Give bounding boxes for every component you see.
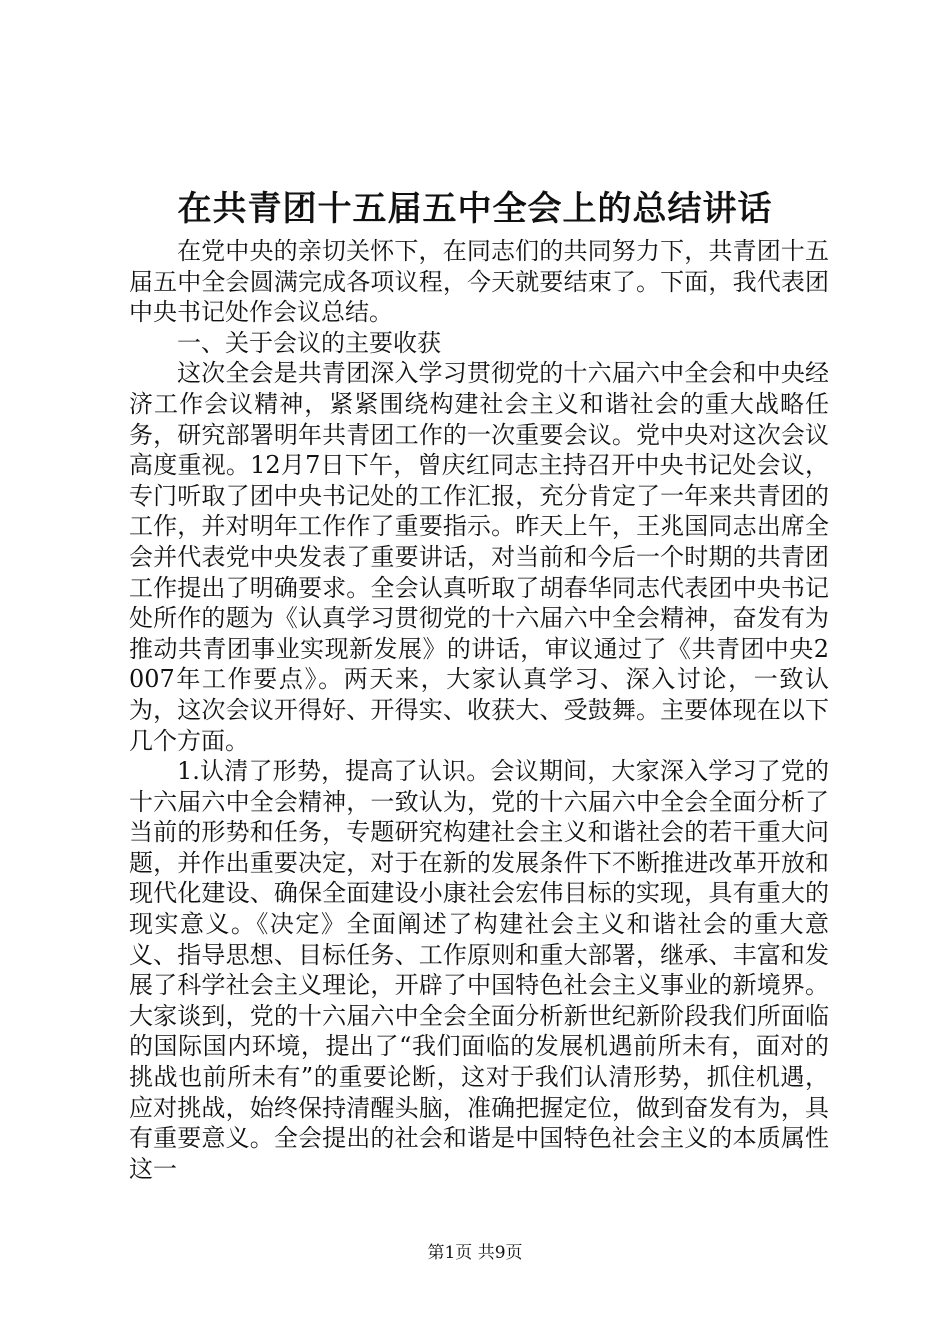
body-paragraph: 1.认清了形势，提高了认识。会议期间，大家深入学习了党的十六届六中全会精神，一致认为，党的十六届六中全会全面分析了当前的形势和任务，专题研究构建社会主义和谐社会的若干重大问题，并作出重要决定，对于在新的发展条件下不断推进改革开放和现代化建设、确保全面建设小康社会宏伟目标的实现，具有重大的现实意义。《决定》全面阐述了构建社会主义和谐社会的重大意义、指导思想、目标任务、工作原则和重大部署，继承、丰富和发展了科学社会主义理论，开辟了中国特色社会主义事业的新境界。大家谈到，党的十六届六中全会全面分析新世纪新阶段我们所面临的国际国内环境，提出了“我们面临的发展机遇前所未有，面对的挑战也前所未有”的重要论断，这对于我们认清形势，抓住机遇，应对挑战，始终保持清醒头脑，准确把握定位，做到奋发有为，具有重要意义。全会提出的社会和谐是中国特色社会主义的本质属性这一: [129, 757, 829, 1183]
document-body: [129, 236, 829, 1184]
intro-paragraph: 在党中央的亲切关怀下，在同志们的共同努力下，共青团十五届五中全会圆满完成各项议程，今天就要结束了。下面，我代表团中央书记处作会议总结。: [129, 237, 829, 327]
body-paragraph: 这次全会是共青团深入学习贯彻党的十六届六中全会和中央经济工作会议精神，紧紧围绕构建社会主义和谐社会的重大战略任务，研究部署明年共青团工作的一次重要会议。党中央对这次会议高度重视。12月7日下午，曾庆红同志主持召开中央书记处会议，专门听取了团中央书记处的工作汇报，充分肯定了一年来共青团的工作，并对明年工作作了重要指示。昨天上午，王兆国同志出席全会并代表党中央发表了重要讲话，对当前和今后一个时期的共青团工作提出了明确要求。全会认真听取了胡春华同志代表团中央书记处所作的题为《认真学习贯彻党的十六届六中全会精神，奋发有为推动共青团事业实现新发展》的讲话，审议通过了《共青团中央2007年工作要点》。两天来，大家认真学习、深入讨论，一致认为，这次会议开得好、开得实、收获大、受鼓舞。主要体现在以下几个方面。: [129, 359, 829, 755]
section-heading: 一、关于会议的主要收获: [177, 328, 441, 357]
document-title: 在共青团十五届五中全会上的总结讲话: [177, 189, 773, 229]
page-footer: 第1页 共9页: [427, 1243, 523, 1263]
